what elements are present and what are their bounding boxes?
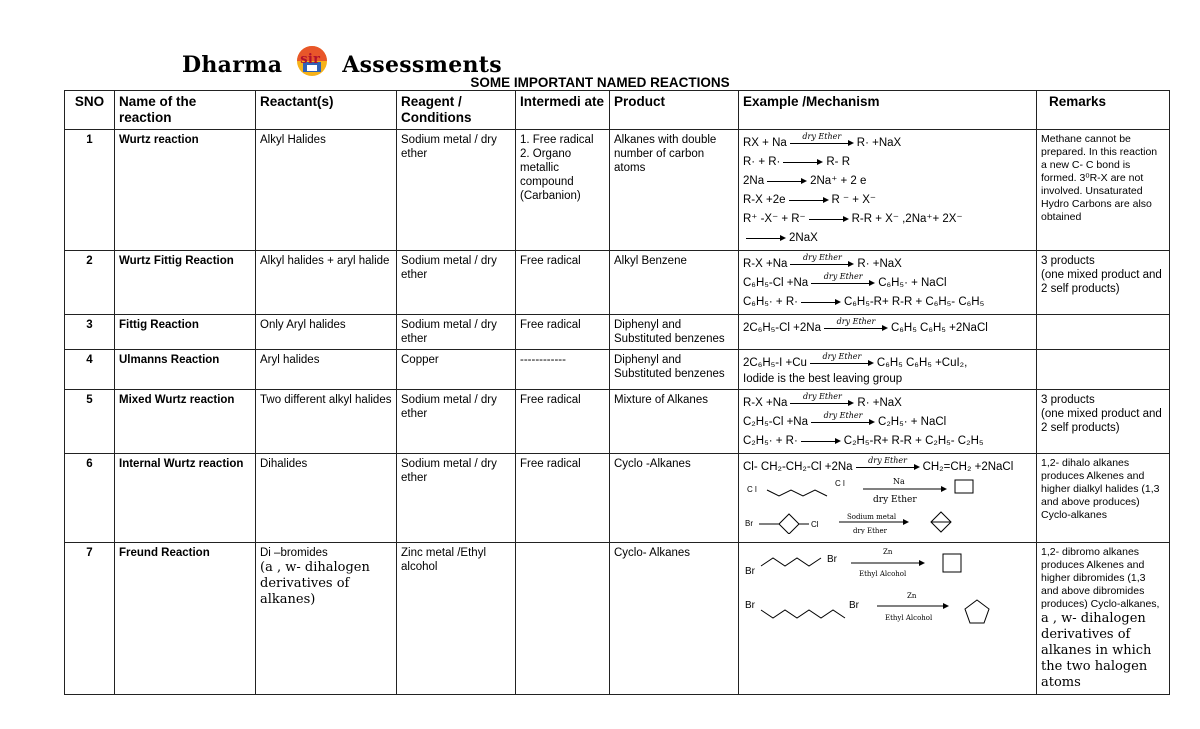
- equation-line: [743, 133, 1032, 152]
- equation-line: [743, 412, 1032, 431]
- equation-line: [743, 171, 1032, 190]
- arrow-condition: dry Ether: [802, 131, 842, 141]
- cell-example: [739, 543, 1037, 695]
- cell-product: Cyclo- Alkanes: [610, 543, 739, 695]
- header-remarks: Remarks: [1037, 91, 1170, 130]
- label-br-1: Br: [745, 566, 755, 577]
- brand-left-text: Dharma: [182, 52, 283, 78]
- cell-sno: 7: [65, 543, 115, 695]
- cell-example: [739, 315, 1037, 350]
- reaction-arrow-icon: [811, 271, 875, 289]
- equation-right: C₂H₅-R+ R-R + C₂H₅- C₂H₅: [843, 434, 984, 447]
- cell-intermediate: ------------: [516, 350, 610, 390]
- cell-product: Alkyl Benzene: [610, 251, 739, 315]
- equation-right: C₆H₅ C₆H₅ +CuI₂,: [876, 356, 968, 369]
- cell-reagent: Copper: [397, 350, 516, 390]
- brand-logo-icon: [294, 44, 330, 78]
- brand-right-text: Assessments: [342, 52, 502, 78]
- equation-left: R-X +2e: [743, 193, 786, 206]
- cell-name: Freund Reaction: [115, 543, 256, 695]
- label-br-4: Br: [849, 600, 859, 611]
- header-example: Example /Mechanism: [739, 91, 1037, 130]
- arrow-condition: dry Ether: [823, 410, 863, 420]
- header-name: Name of the reaction: [115, 91, 256, 130]
- example-note: Iodide is the best leaving group: [743, 373, 903, 385]
- cell-reagent: Sodium metal / dry ether: [397, 251, 516, 315]
- cell-reactant: Alkyl halides + aryl halide: [256, 251, 397, 315]
- brand-header: [182, 44, 502, 78]
- reaction-arrow-icon: [801, 296, 841, 308]
- reaction-arrow-icon: [810, 351, 874, 369]
- reaction-arrow-icon: [790, 391, 854, 409]
- cell-example: [739, 350, 1037, 390]
- cell-name: Wurtz Fittig Reaction: [115, 251, 256, 315]
- arrow-condition: dry Ether: [803, 391, 842, 401]
- header-intermediate: Intermedi ate: [516, 91, 610, 130]
- reaction-arrow-icon: [746, 232, 786, 244]
- cell-remarks: [1037, 350, 1170, 390]
- cell-example: [739, 251, 1037, 315]
- label-ethyl-alcohol-2: Ethyl Alcohol: [885, 614, 933, 622]
- label-br-3: Br: [745, 600, 755, 611]
- cell-remarks: [1037, 315, 1170, 350]
- equation-line: [743, 457, 1032, 476]
- dibromo-ring: [779, 514, 799, 534]
- cell-intermediate: 1. Free radical 2. Organo metallic compound (Carbanion): [516, 130, 610, 251]
- cell-sno: 4: [65, 350, 115, 390]
- header-sno: SNO: [65, 91, 115, 130]
- arrow-condition: dry Ether: [823, 271, 863, 281]
- equation-right: 2Na⁺ + 2 e: [810, 174, 867, 187]
- cell-example: [739, 454, 1037, 543]
- equation-line: [743, 431, 1032, 450]
- equation-line: [743, 292, 1032, 311]
- equation-left: 2C₆H₅-Cl +2Na: [743, 321, 821, 334]
- cell-reactant: Alkyl Halides: [256, 130, 397, 251]
- table-row: [65, 130, 1170, 251]
- equation-right: C₂H₅· + NaCl: [878, 415, 947, 428]
- label-sodium-metal: Sodium metal: [847, 513, 897, 521]
- reaction-arrow-icon: [790, 252, 854, 270]
- equation-left: C₂H₅-Cl +Na: [743, 415, 809, 428]
- equation-line: [743, 393, 1032, 412]
- cell-reagent: Sodium metal / dry ether: [397, 454, 516, 543]
- equation-left: C₆H₅-Cl +Na: [743, 276, 809, 289]
- arrow-condition: dry Ether: [803, 252, 842, 262]
- reaction-arrow-icon: [783, 156, 823, 168]
- cell-name: Mixed Wurtz reaction: [115, 390, 256, 454]
- cell-sno: 3: [65, 315, 115, 350]
- cell-reactant: [256, 543, 397, 695]
- equation-right: R ⁻ + X⁻: [831, 193, 876, 206]
- equation-right: 2NaX: [789, 231, 818, 244]
- arrow-condition: dry Ether: [822, 351, 862, 361]
- equation-right: C₆H₅-R+ R-R + C₆H₅- C₆H₅: [843, 295, 985, 308]
- cell-example: [739, 390, 1037, 454]
- cell-name: Ulmanns Reaction: [115, 350, 256, 390]
- cell-product: Diphenyl and Substituted benzenes: [610, 315, 739, 350]
- header-product: Product: [610, 91, 739, 130]
- reactant-extra: (a , w- dihalogen derivatives of alkanes): [260, 560, 370, 607]
- equation-left: C₆H₅· + R·: [743, 295, 798, 308]
- table-row: [65, 350, 1170, 390]
- equation-right: R· +NaX: [857, 257, 902, 270]
- equation-line: [743, 273, 1032, 292]
- equation-left: Cl- CH₂-CH₂-Cl +2Na: [743, 460, 853, 473]
- cell-reagent: Zinc metal /Ethyl alcohol: [397, 543, 516, 695]
- cell-remarks: 1,2- dihalo alkanes produces Alkenes and higher dialkyl halides (1,3 and above produces) Cyclo-alkanes: [1037, 454, 1170, 543]
- cell-remarks: 3 products (one mixed product and 2 self products): [1037, 390, 1170, 454]
- reaction-arrow-icon: [856, 455, 920, 473]
- reaction-arrow-icon: [789, 194, 829, 206]
- equation-right: R-R + X⁻ ,2Na⁺+ 2X⁻: [851, 212, 963, 225]
- cell-reactant: Aryl halides: [256, 350, 397, 390]
- equation-left: R-X +Na: [743, 396, 788, 409]
- equation-left: R· + R·: [743, 155, 781, 168]
- cell-intermediate: [516, 543, 610, 695]
- label-na: Na: [893, 477, 905, 486]
- header-reagent: Reagent / Conditions: [397, 91, 516, 130]
- table-row: [65, 454, 1170, 543]
- equation-line: [743, 353, 1032, 372]
- equation-line: [743, 254, 1032, 273]
- reaction-arrow-icon: [767, 175, 807, 187]
- label-dry-ether: dry Ether: [873, 495, 917, 505]
- equation-line: [743, 228, 1032, 247]
- cell-sno: 5: [65, 390, 115, 454]
- reaction-arrow-icon: [809, 213, 849, 225]
- equation-left: C₂H₅· + R·: [743, 434, 798, 447]
- label-zn-2: Zn: [907, 592, 917, 600]
- cell-reagent: Sodium metal / dry ether: [397, 315, 516, 350]
- remarks-text: 1,2- dibromo alkanes produces Alkenes and higher dibromides (1,3 and above dibromides produces) Cyclo-alkanes,: [1041, 546, 1160, 610]
- label-cl-left: C l: [747, 485, 757, 494]
- remarks-extra: a , w- dihalogen derivatives of alkanes in which the two halogen atoms: [1041, 611, 1152, 690]
- equation-right: CH₂=CH₂ +2NaCl: [922, 460, 1014, 473]
- table-row: [65, 543, 1170, 695]
- equation-right: R- R: [826, 155, 851, 168]
- reaction-arrow-icon: [801, 435, 841, 447]
- reactions-table: [64, 90, 1170, 695]
- cell-name: Wurtz reaction: [115, 130, 256, 251]
- cell-example: [739, 130, 1037, 251]
- table-header-row: [65, 91, 1170, 130]
- table-row: [65, 251, 1170, 315]
- cell-reagent: Sodium metal / dry ether: [397, 130, 516, 251]
- label-cl2: Cl: [811, 520, 819, 529]
- cell-product: Cyclo -Alkanes: [610, 454, 739, 543]
- cell-product: Alkanes with double number of carbon atoms: [610, 130, 739, 251]
- label-cl-right: C l: [835, 479, 845, 488]
- reactant-text: Di –bromides: [260, 547, 328, 559]
- cell-reactant: Two different alkyl halides: [256, 390, 397, 454]
- page-title: SOME IMPORTANT NAMED REACTIONS: [470, 75, 730, 90]
- table-row: [65, 390, 1170, 454]
- cell-name: Internal Wurtz reaction: [115, 454, 256, 543]
- reaction-arrow-icon: [811, 410, 875, 428]
- equation-right: R· +NaX: [856, 136, 902, 149]
- cell-intermediate: Free radical: [516, 251, 610, 315]
- equation-right: R· +NaX: [857, 396, 902, 409]
- arrow-condition: dry Ether: [836, 316, 876, 326]
- freund-structures: [743, 546, 1033, 642]
- cell-remarks: Methane cannot be prepared. In this reaction a new C- C bond is formed. 3⁰R-X are not involved. Unsaturated Hydro Carbons are also obtained: [1037, 130, 1170, 251]
- reaction-arrow-icon: [790, 131, 854, 149]
- equation-line: [743, 190, 1032, 209]
- equation-left: RX + Na: [743, 136, 787, 149]
- cell-reactant: Only Aryl halides: [256, 315, 397, 350]
- reaction-arrow-head: [941, 486, 947, 492]
- arrow-condition: dry Ether: [868, 455, 907, 465]
- equation-line: [743, 318, 1032, 337]
- cell-name: Fittig Reaction: [115, 315, 256, 350]
- cell-sno: 2: [65, 251, 115, 315]
- cyclobutane-product: [943, 554, 961, 572]
- equation-right: C₆H₅· + NaCl: [878, 276, 947, 289]
- cell-remarks: 3 products (one mixed product and 2 self products): [1037, 251, 1170, 315]
- cell-product: Diphenyl and Substituted benzenes: [610, 350, 739, 390]
- label-ethyl-alcohol-1: Ethyl Alcohol: [859, 570, 907, 578]
- equation-left: 2C₆H₅-I +Cu: [743, 356, 807, 369]
- cell-intermediate: Free radical: [516, 390, 610, 454]
- equation-left: 2Na: [743, 174, 765, 187]
- cyclobutane-shape: [955, 480, 973, 493]
- cell-sno: 1: [65, 130, 115, 251]
- cell-product: Mixture of Alkanes: [610, 390, 739, 454]
- label-br: Br: [745, 519, 753, 528]
- equation-right: C₆H₅ C₆H₅ +2NaCl: [890, 321, 988, 334]
- reaction-arrow-icon: [824, 316, 888, 334]
- label-zn-1: Zn: [883, 548, 893, 556]
- cell-sno: 6: [65, 454, 115, 543]
- equation-left: R⁺ -X⁻ + R⁻: [743, 212, 806, 225]
- cell-intermediate: Free radical: [516, 315, 610, 350]
- table-row: [65, 315, 1170, 350]
- dihalide-structures: [743, 476, 1033, 534]
- cell-reactant: Dihalides: [256, 454, 397, 543]
- label-br-2: Br: [827, 554, 837, 565]
- cyclopentane-product: [965, 600, 989, 623]
- cell-intermediate: Free radical: [516, 454, 610, 543]
- cell-reagent: Sodium metal / dry ether: [397, 390, 516, 454]
- equation-line: [743, 152, 1032, 171]
- chain-line: [767, 490, 827, 496]
- equation-left: R-X +Na: [743, 257, 788, 270]
- header-reactant: Reactant(s): [256, 91, 397, 130]
- cell-remarks: [1037, 543, 1170, 695]
- brand-logo-text: sir: [300, 52, 321, 67]
- equation-line: [743, 209, 1032, 228]
- label-dry-ether-small: dry Ether: [853, 527, 887, 534]
